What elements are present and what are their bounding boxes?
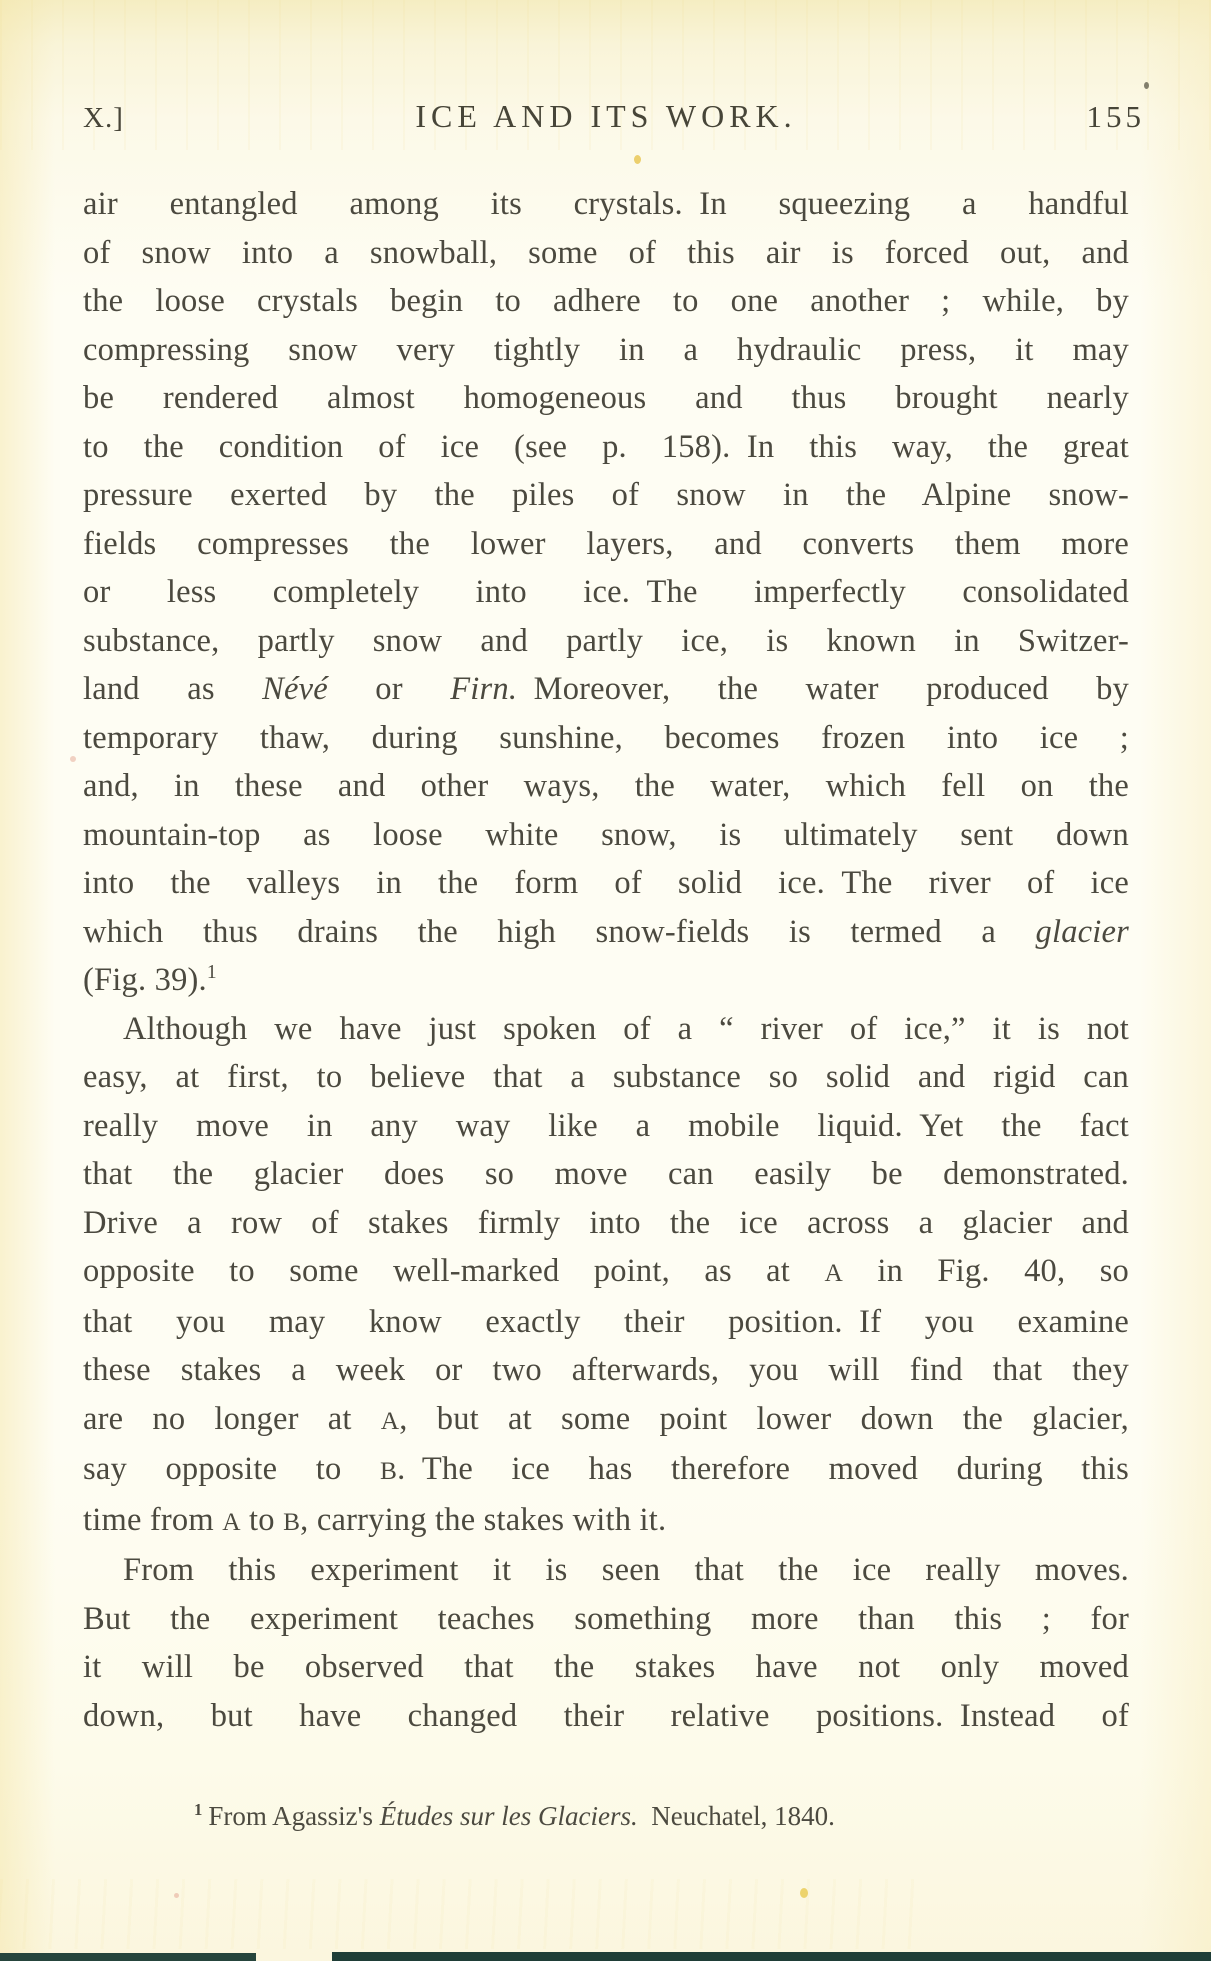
text-segment: say opposite to — [83, 1451, 380, 1487]
text-segment: easy, at first, to believe that a substance so solid and rigid can — [83, 1059, 1129, 1095]
text-line — [83, 762, 1129, 811]
text-segment: Drive a row of stakes firmly into the ice across a glacier and — [83, 1204, 1129, 1241]
text-segment: opposite to some well-marked point, as at — [83, 1253, 825, 1289]
text-segment: glacier — [1035, 913, 1129, 950]
text-line — [83, 326, 1129, 375]
text-segment: or — [327, 671, 451, 707]
text-line — [83, 374, 1129, 423]
text-segment: , carrying the stakes with it. — [300, 1501, 667, 1538]
text-line — [83, 1395, 1129, 1446]
text-segment: 1 — [206, 962, 217, 984]
text-segment: really move in any way like a mobile liquid. Yet the fact — [83, 1107, 1129, 1144]
scan-speck — [1144, 82, 1149, 89]
text-segment: these stakes a week or two afterwards, you will find that they — [83, 1352, 1129, 1388]
text-segment: time from — [83, 1501, 223, 1538]
text-segment: But the experiment teaches something more than this ; for — [83, 1600, 1129, 1637]
text-segment: land as — [83, 671, 263, 707]
text-segment: and, in these and other ways, the water, which fell on the — [83, 768, 1129, 804]
text-segment: down, but have changed their relative positions. Instead of — [83, 1697, 1129, 1734]
text-segment: be rendered almost homogeneous and thus brought nearly — [83, 380, 1129, 416]
text-segment: A — [222, 1507, 241, 1536]
text-segment: are no longer at — [83, 1400, 381, 1437]
text-line — [83, 277, 1129, 326]
text-line — [83, 423, 1129, 472]
text-segment: compressing snow very tightly in a hydraulic press, it may — [83, 331, 1129, 368]
text-segment: temporary thaw, during sunshine, becomes frozen into ice ; — [83, 719, 1129, 756]
text-line — [83, 1595, 1129, 1644]
footnote-marker: 1 — [194, 1800, 203, 1819]
text-segment: (Fig. 39). — [83, 962, 207, 998]
scan-speck — [800, 1888, 808, 1898]
text-segment: B — [283, 1507, 301, 1536]
text-line — [83, 811, 1129, 860]
text-segment: substance, partly snow and partly ice, is known in Switzer- — [83, 622, 1129, 659]
text-line — [83, 1546, 1129, 1595]
text-segment: pressure exerted by the piles of snow in the Alpine snow- — [83, 477, 1129, 513]
text-line — [83, 1150, 1129, 1199]
footnote — [83, 1798, 1129, 1834]
text-segment: the loose crystals begin to adhere to one another ; while, by — [83, 283, 1129, 319]
text-line — [83, 1247, 1129, 1298]
text-line — [83, 1445, 1129, 1496]
paragraph — [83, 1005, 1129, 1547]
text-segment: it will be observed that the stakes have not only moved — [83, 1649, 1129, 1685]
text-line — [83, 1346, 1129, 1395]
text-line — [83, 229, 1129, 278]
page-content — [83, 96, 1145, 1834]
text-segment: A — [824, 1259, 843, 1287]
text-line — [83, 617, 1129, 666]
text-line — [83, 859, 1129, 908]
text-segment: From this experiment it is seen that the ice really moves. — [123, 1552, 1129, 1588]
text-line — [83, 520, 1129, 569]
scan-artifact-bar-left — [0, 1953, 256, 1961]
text-segment: or less completely into ice. The imperfectly consolidated — [83, 574, 1129, 610]
text-segment: that you may know exactly their position. If you examine — [83, 1303, 1129, 1340]
text-segment: , but at some point lower down the glacier, — [399, 1400, 1129, 1437]
text-line — [83, 568, 1129, 617]
text-line — [83, 714, 1129, 763]
running-title: ICE AND ITS WORK. — [415, 98, 797, 134]
text-segment: Études sur les Glaciers. — [379, 1801, 638, 1831]
text-segment: Firn. — [450, 671, 518, 707]
text-segment: that the glacier does so move can easily be demonstrated. — [83, 1156, 1129, 1192]
text-segment: of snow into a snowball, some of this air is forced out, and — [83, 234, 1129, 271]
text-line — [83, 956, 1129, 1005]
scan-speck — [70, 756, 76, 762]
page-number: 155 — [1086, 99, 1145, 134]
text-segment: Neuchatel, 1840. — [637, 1801, 835, 1831]
paragraph — [83, 180, 1129, 1005]
text-segment: Although we have just spoken of a “ river of ice,” it is not — [123, 1010, 1129, 1047]
text-block — [83, 180, 1129, 1740]
section-marker: X.] — [83, 102, 124, 134]
scan-artifact-bar-right — [332, 1952, 1211, 1961]
text-line — [83, 1496, 1129, 1547]
text-segment: From Agassiz's — [208, 1801, 380, 1831]
text-segment: fields compresses the lower layers, and converts them more — [83, 525, 1129, 562]
text-segment: Moreover, the water produced by — [517, 671, 1130, 707]
text-line — [83, 665, 1129, 714]
page-header — [83, 96, 1145, 138]
text-segment: . The ice has therefore moved during this — [397, 1451, 1130, 1487]
text-segment: in Fig. 40, so — [842, 1253, 1129, 1289]
text-line — [83, 1298, 1129, 1347]
text-segment: B — [379, 1457, 398, 1485]
text-line — [83, 1005, 1129, 1054]
text-segment: to — [240, 1501, 284, 1538]
text-line — [83, 908, 1129, 957]
text-segment: into the valleys in the form of solid ice. The river of ice — [83, 865, 1129, 901]
scan-speck — [174, 1893, 179, 1898]
text-line — [83, 1643, 1129, 1692]
text-line — [83, 1053, 1129, 1102]
paper-texture-bottom — [0, 1879, 920, 1949]
text-line — [83, 1692, 1129, 1741]
text-segment: mountain-top as loose white snow, is ultimately sent down — [83, 816, 1129, 853]
text-segment: Névé — [262, 671, 328, 707]
text-line — [83, 180, 1129, 229]
text-segment: A — [380, 1406, 400, 1435]
paragraph — [83, 1546, 1129, 1740]
text-line — [83, 1199, 1129, 1248]
text-line — [83, 1102, 1129, 1151]
text-segment: air entangled among its crystals. In squeezing a handful — [83, 186, 1129, 222]
text-segment: to the condition of ice (see p. 158). In this way, the great — [83, 428, 1129, 465]
text-segment: which thus drains the high snow-fields is termed a — [83, 913, 1036, 950]
text-line — [83, 471, 1129, 520]
